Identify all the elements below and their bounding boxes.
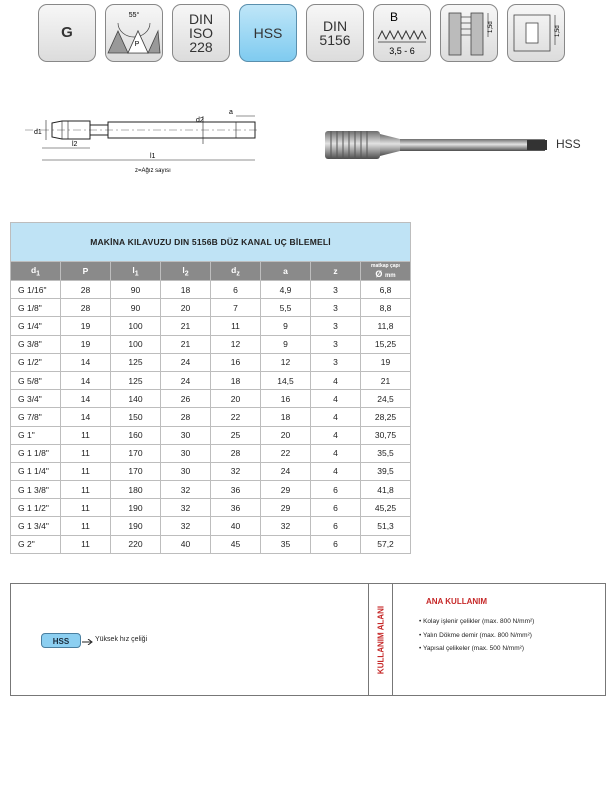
usage-area-vertical-label: KULLANIM ALANI [368,584,393,695]
tap-size-table [10,222,411,554]
table-cell: G 1 3/8" [11,481,61,499]
table-cell: 14 [61,390,111,408]
thread-p-label: P [134,41,140,48]
table-cell: 14 [61,408,111,426]
table-cell: G 1 1/4" [11,462,61,480]
table-cell: 35 [261,535,311,553]
table-cell: 170 [111,462,161,480]
table-cell: 28 [61,281,111,299]
table-cell: G 7/8" [11,408,61,426]
din-iso-228-icon [172,4,230,62]
drill-header-unit: mm [384,273,396,279]
table-cell: 51,3 [361,517,411,535]
info-footer [10,583,606,696]
table-cell: 28 [161,408,211,426]
table-cell: 11 [61,444,111,462]
table-cell: 25 [211,426,261,444]
din-5156-icon [306,4,364,62]
table-cell: 4 [311,462,361,480]
table-cell: 41,8 [361,481,411,499]
col-drill-diameter-header [361,262,411,281]
table-cell: 3 [311,281,361,299]
table-cell: 32 [161,517,211,535]
table-cell: 6 [311,499,361,517]
table-cell: 170 [111,444,161,462]
col-d2-header: $d_z$ [211,262,261,281]
hss-legend-caption: Yüksek hız çeliği [95,636,148,643]
table-cell: 90 [111,299,161,317]
din-5156-line2: 5156 [319,32,351,48]
table-cell: 14 [61,371,111,389]
table-cell: 190 [111,499,161,517]
table-cell: 24 [161,371,211,389]
table-cell: 140 [111,390,161,408]
table-cell: 7 [211,299,261,317]
table-cell: 28 [61,299,111,317]
table-cell: 20 [161,299,211,317]
table-cell: 32 [211,462,261,480]
table-cell: 26 [161,390,211,408]
col-l2-header: $l_2$ [161,262,211,281]
table-cell: 16 [261,390,311,408]
table-cell: 29 [261,481,311,499]
table-cell: 6 [311,481,361,499]
table-cell: G 1" [11,426,61,444]
table-cell: 28,25 [361,408,411,426]
tolerance-b-label: 1,5d [555,25,561,37]
table-row [11,408,411,426]
table-cell: 22 [261,444,311,462]
table-cell: 4 [311,444,361,462]
spec-icon-row [38,4,574,62]
col-d1-header: $d_1$ [11,262,61,281]
table-cell: 40 [161,535,211,553]
table-cell: 3 [311,317,361,335]
table-cell: 11 [61,462,111,480]
table-cell: 21 [361,371,411,389]
din-5156-line1: DIN [322,18,348,34]
table-cell: 32 [261,517,311,535]
table-cell: 11 [61,481,111,499]
table-cell: 100 [111,317,161,335]
din-iso-line1: DIN [188,11,214,27]
table-cell: 18 [261,408,311,426]
table-cell: 4 [311,426,361,444]
table-title: MAKİNA KILAVUZU DIN 5156B DÜZ KANAL UÇ BİLEMELİ [11,223,411,262]
g-thread-icon [38,4,96,62]
table-cell: 12 [211,335,261,353]
table-cell: 35,5 [361,444,411,462]
table-row [11,535,411,553]
d2-label: d2 [196,117,204,124]
table-cell: 18 [161,281,211,299]
table-cell: 36 [211,499,261,517]
table-cell: G 1 3/4" [11,517,61,535]
table-cell: 125 [111,353,161,371]
table-row [11,481,411,499]
table-cell: 6 [211,281,261,299]
table-row [11,499,411,517]
table-cell: 30,75 [361,426,411,444]
table-cell: 11 [61,499,111,517]
g-label: G [61,24,73,41]
table-cell: G 1/8" [11,299,61,317]
photo-hss-label: HSS [556,137,581,151]
tap-technical-drawing [20,100,270,185]
table-cell: 220 [111,535,161,553]
table-cell: G 1/2" [11,353,61,371]
table-cell: 5,5 [261,299,311,317]
table-row [11,390,411,408]
table-cell: G 2" [11,535,61,553]
table-cell: 3 [311,353,361,371]
din-iso-line2: ISO [188,25,214,41]
table-row [11,335,411,353]
table-cell: G 1 1/8" [11,444,61,462]
table-row [11,317,411,335]
table-cell: 24 [161,353,211,371]
table-cell: 39,5 [361,462,411,480]
table-cell: 32 [161,481,211,499]
table-cell: 40 [211,517,261,535]
table-cell: 6 [311,535,361,553]
thread-profile-icon [105,4,163,62]
table-cell: 190 [111,517,161,535]
table-cell: 45,25 [361,499,411,517]
table-cell: 100 [111,335,161,353]
table-cell: 19 [61,317,111,335]
table-cell: 22 [211,408,261,426]
table-cell: 28 [211,444,261,462]
table-cell: G 3/8" [11,335,61,353]
table-cell: 9 [261,335,311,353]
table-row [11,517,411,535]
table-cell: 3 [311,335,361,353]
table-cell: G 1 1/2" [11,499,61,517]
table-row [11,444,411,462]
table-cell: 32 [161,499,211,517]
table-cell: 20 [211,390,261,408]
table-cell: G 3/4" [11,390,61,408]
table-cell: 11 [211,317,261,335]
table-header-row [11,262,411,281]
table-cell: 14,5 [261,371,311,389]
z-caption: z=Ağız sayısı [135,168,171,174]
table-cell: 24 [261,462,311,480]
table-cell: 4 [311,371,361,389]
table-cell: G 1/4" [11,317,61,335]
usage-item: • Kolay işlenir çelikler (max. 800 N/mm²) [419,618,535,625]
hss-legend-chip: HSS [41,633,81,648]
chamfer-range-label: 3,5 - 6 [389,46,415,56]
col-p-header: P [61,262,111,281]
main-usage-title: ANA KULLANIM [426,597,488,606]
hss-label: HSS [253,25,283,41]
usage-list [419,615,534,656]
table-cell: 9 [261,317,311,335]
table-cell: 125 [111,371,161,389]
table-cell: 90 [111,281,161,299]
din-iso-line3: 228 [189,39,213,55]
hss-material-icon [239,4,297,62]
table-cell: 180 [111,481,161,499]
table-cell: 11 [61,517,111,535]
table-cell: 19 [61,335,111,353]
usage-item: • Yapısal çelikeler (max. 500 N/mm²) [419,645,524,652]
l1-label: l1 [150,153,156,160]
drill-header-symbol: Ø [375,269,383,279]
col-l1-header: $l_1$ [111,262,161,281]
table-cell: 36 [211,481,261,499]
table-cell: 21 [161,317,211,335]
table-row [11,281,411,299]
d1-label: d1 [34,129,42,136]
a-label: a [229,109,233,116]
l2-label: l2 [72,141,78,148]
table-cell: 4 [311,408,361,426]
blind-hole-icon [507,4,565,62]
chamfer-form-icon [373,4,431,62]
table-row [11,426,411,444]
table-cell: 6,8 [361,281,411,299]
table-cell: 20 [261,426,311,444]
table-cell: 150 [111,408,161,426]
table-cell: 160 [111,426,161,444]
table-cell: 19 [361,353,411,371]
table-row [11,462,411,480]
table-cell: 30 [161,426,211,444]
table-cell: 3 [311,299,361,317]
arrow-right-icon [82,639,94,645]
table-cell: 16 [211,353,261,371]
table-row [11,299,411,317]
table-cell: 57,2 [361,535,411,553]
table-cell: 45 [211,535,261,553]
table-cell: 15,25 [361,335,411,353]
table-cell: 11 [61,426,111,444]
col-z-header: z [311,262,361,281]
table-cell: 21 [161,335,211,353]
table-cell: 29 [261,499,311,517]
table-cell: 30 [161,444,211,462]
table-row [11,371,411,389]
thread-angle-label: 55° [128,12,140,19]
table-cell: 30 [161,462,211,480]
table-cell: 6 [311,517,361,535]
table-cell: G 1/16" [11,281,61,299]
drill-header-top: matkap çapı [371,263,400,269]
table-cell: 24,5 [361,390,411,408]
table-cell: 8,8 [361,299,411,317]
through-hole-icon [440,4,498,62]
chamfer-form-label: B [389,10,399,24]
tolerance-a-label: 1,5d [488,21,494,33]
col-a-header: a [261,262,311,281]
table-cell: 4,9 [261,281,311,299]
usage-item: • Yalın Dökme demir (max. 800 N/mm²) [419,631,532,639]
table-cell: 18 [211,371,261,389]
table-cell: G 5/8" [11,371,61,389]
tap-photo [325,125,550,165]
table-row [11,353,411,371]
table-cell: 14 [61,353,111,371]
table-cell: 11,8 [361,317,411,335]
table-cell: 4 [311,390,361,408]
table-cell: 11 [61,535,111,553]
table-cell: 12 [261,353,311,371]
